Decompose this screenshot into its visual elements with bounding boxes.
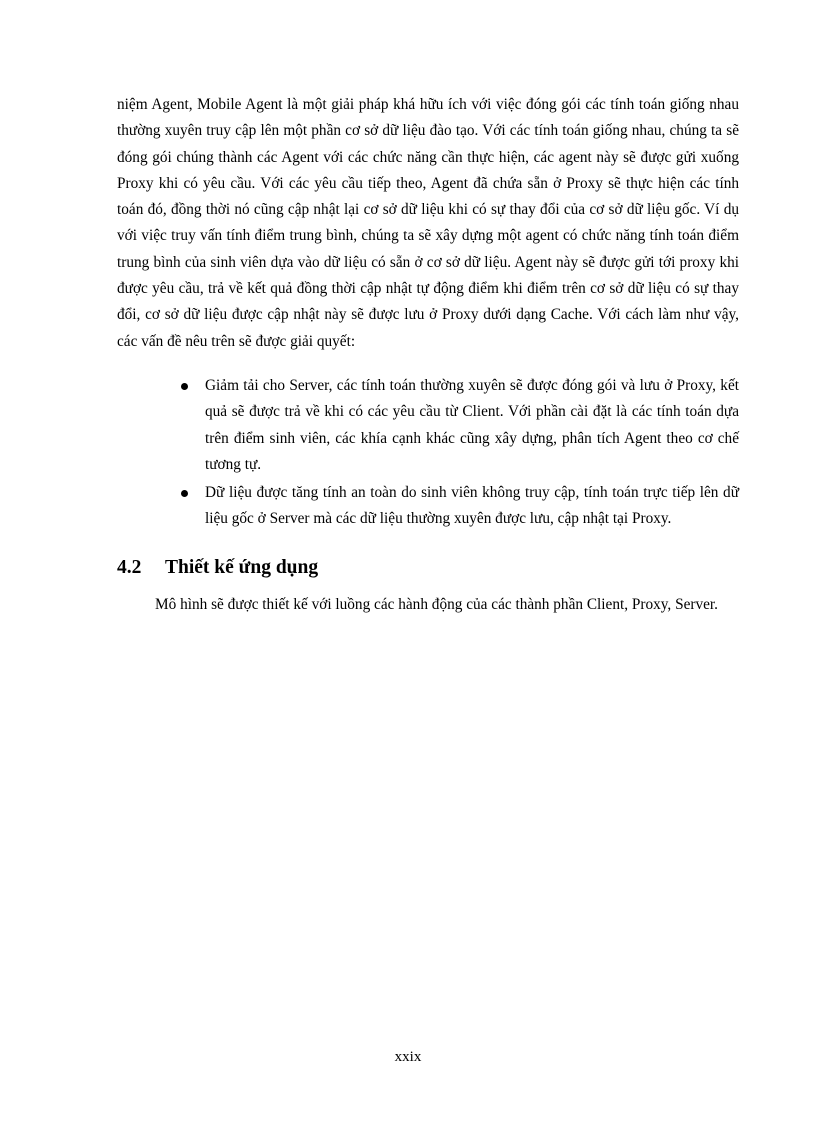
section-heading <box>117 553 739 583</box>
bullet-list <box>117 373 739 533</box>
bullet-text: Dữ liệu được tăng tính an toàn do sinh viên không truy cập, tính toán trực tiếp lên dữ liệu gốc ở Server mà các dữ liệu thường xuyên được lưu, cập nhật tại Proxy. <box>205 484 739 528</box>
section-number: 4.2 <box>117 556 142 578</box>
section-paragraph: Mô hình sẽ được thiết kế với luồng các hành động của các thành phần Client, Proxy, Server. <box>155 595 718 613</box>
intro-paragraph: niệm Agent, Mobile Agent là một giải pháp khá hữu ích với việc đóng gói các tính toán giống nhau thường xuyên truy cập lên một phần cơ sở dữ liệu đào tạo. Với các tính toán giống nhau, chúng ta sẽ đóng gói chúng thành các Agent với các chức năng cần thực hiện, các agent này sẽ được gửi xuống Proxy khi có yêu cầu. Với các yêu cầu tiếp theo, Agent đã chứa sẵn ở Proxy sẽ thực hiện các tính toán đó, đồng thời nó cũng cập nhật lại cơ sở dữ liệu khi có sự thay đổi của cơ sở dữ liệu gốc. Ví dụ với việc truy vấn tính điểm trung bình, chúng ta sẽ xây dựng một agent có chức năng tính toán điểm trung bình của sinh viên dựa vào dữ liệu có sẵn ở cơ sở dữ liệu. Agent này sẽ được gửi tới proxy khi được yêu cầu, trả về kết quả đồng thời cập nhật tự động điểm khi điểm trên cơ sở dữ liệu có sự thay đổi, cơ sở dữ liệu được cập nhật này sẽ được lưu ở Proxy dưới dạng Cache. Với cách làm như vậy, các vấn đề nêu trên sẽ được giải quyết: <box>117 96 739 350</box>
bullet-text: Giảm tải cho Server, các tính toán thường xuyên sẽ được đóng gói và lưu ở Proxy, kết quả sẽ được trả về khi có các yêu cầu từ Client. Với phần cài đặt là các tính toán dựa trên điểm sinh viên, các khía cạnh khác cũng xây dựng, phân tích Agent theo cơ chế tương tự. <box>205 376 739 473</box>
document-page <box>117 92 739 618</box>
bullet-dot-icon <box>181 383 188 390</box>
page-number: xxix <box>394 1049 422 1065</box>
bullet-dot-icon <box>181 490 188 497</box>
bullet-item <box>205 480 739 533</box>
bullet-item <box>205 373 739 478</box>
section-title: Thiết kế ứng dụng <box>165 556 319 578</box>
